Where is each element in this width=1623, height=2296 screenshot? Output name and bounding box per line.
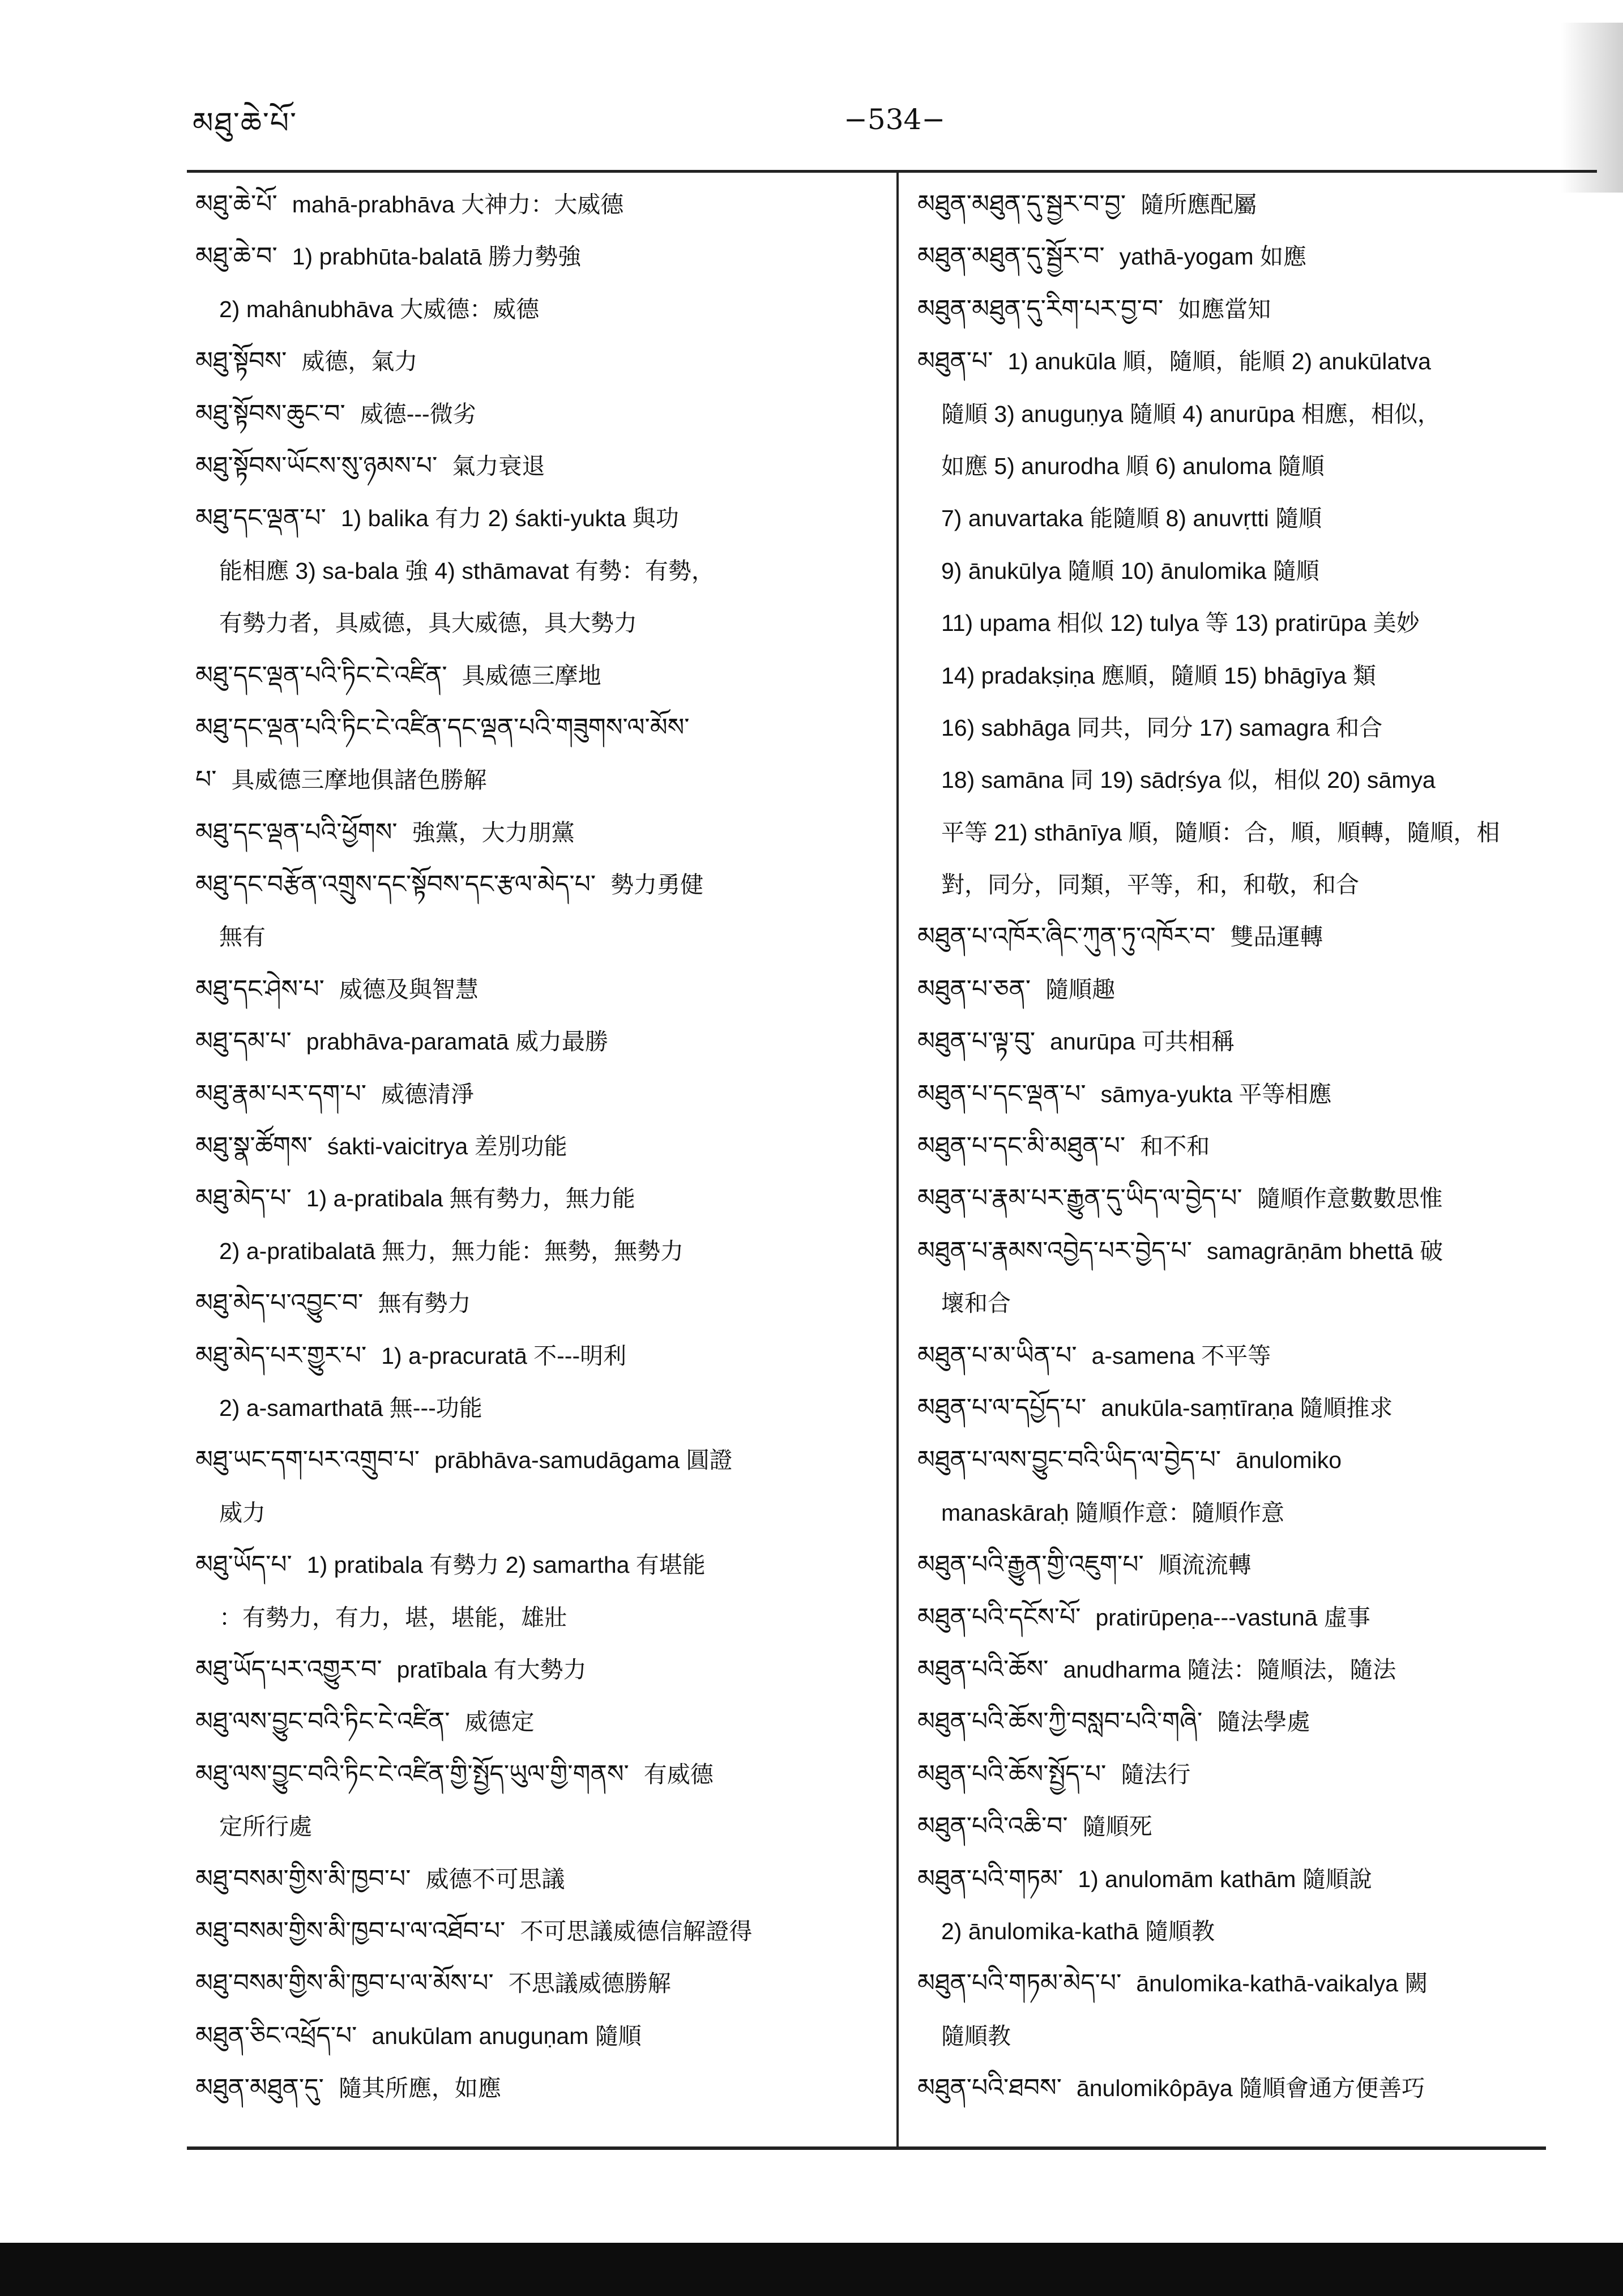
gloss-text: a-samena 不平等	[1091, 1342, 1271, 1369]
gloss-text: 1) a-pratibala 無有勢力，無力能	[306, 1185, 635, 1212]
gloss-text: 無有	[219, 924, 266, 950]
tibetan-headword: མཐུན་པའི་རྒྱུན་གྱི་འཇུག་པ་	[917, 1550, 1144, 1580]
tibetan-headword: མཐུ་ཡོད་པར་འགྱུར་བ་	[195, 1654, 382, 1684]
gloss-text: 1) balika 有力 2) śakti-yukta 與功	[340, 505, 679, 532]
gloss-text: anukūlam anuguṇam 隨順	[371, 2022, 642, 2049]
entry-line	[195, 1172, 875, 1224]
entry-line	[917, 911, 1597, 963]
gloss-text: 2) a-pratibalatā 無力，無力能：無勢，無勢力	[219, 1237, 684, 1264]
gloss-text: 定所行處	[219, 1813, 312, 1840]
gloss-text: 對，同分，同類，平等，和，和敬，和合	[941, 872, 1359, 898]
gloss-text: 11) upama 相似 12) tulya 等 13) pratirūpa 美妙	[941, 610, 1420, 637]
continuation-line	[195, 1487, 875, 1539]
continuation-line	[917, 1277, 1597, 1329]
entry-line	[917, 1853, 1597, 1905]
tibetan-headword: མཐུན་པ་འཁོར་ཞིང་ཀུན་ཏུ་འཁོར་བ་	[917, 922, 1216, 951]
entry-line	[195, 806, 875, 859]
gloss-text: pratībala 有大勢力	[396, 1656, 587, 1683]
tibetan-headword: མཐུན་པ་དང་ལྡན་པ་	[917, 1079, 1086, 1108]
entry-line	[195, 492, 875, 544]
right-column	[917, 178, 1597, 2114]
tibetan-headword: མཐུན་པའི་ཆོས་ཀྱི་བསླབ་པའི་གཞི་	[917, 1707, 1203, 1736]
tibetan-headword: མཐུན་མཐུན་དུ་སྦྱར་བ་བྱ་	[917, 190, 1126, 219]
continuation-line	[917, 754, 1597, 806]
gloss-text: 平等 21) sthānīya 順，隨順：合，順，順轉，隨順，相	[941, 819, 1500, 846]
entry-line	[917, 1330, 1597, 1382]
entry-line	[917, 1015, 1597, 1068]
continuation-line	[917, 597, 1597, 649]
tibetan-headword: མཐུན་པ་དང་མི་མཐུན་པ་	[917, 1132, 1126, 1161]
gloss-text: 隨順死	[1082, 1813, 1152, 1840]
entry-line	[195, 1905, 875, 1957]
tibetan-headword: མཐུ་བསམ་གྱིས་མི་ཁྱབ་པ་	[195, 1864, 411, 1893]
entry-line	[195, 1539, 875, 1591]
gloss-text: yathā-yogam 如應	[1119, 244, 1307, 270]
tibetan-headword: མཐུན་པའི་དངོས་པོ་	[917, 1602, 1081, 1632]
entry-line	[195, 1957, 875, 2009]
gloss-text: anudharma 隨法：隨順法，隨法	[1063, 1656, 1396, 1683]
column-divider	[896, 171, 899, 2146]
entry-line	[195, 231, 875, 283]
entry-line	[195, 2010, 875, 2062]
scan-footer-band	[0, 2243, 1623, 2296]
continuation-line	[195, 1591, 875, 1644]
gloss-text: ānulomika-kathā-vaikalya 闕	[1136, 1970, 1428, 1997]
tibetan-headword: མཐུ་དང་ལྡན་པའི་ཕྱོགས་	[195, 817, 398, 847]
entry-line	[917, 1068, 1597, 1120]
tibetan-headword: མཐུན་མཐུན་དུ་རིག་པར་བྱ་བ་	[917, 294, 1164, 323]
gloss-text: 威德不可思議	[425, 1866, 565, 1892]
gloss-text: 威德清淨	[381, 1081, 474, 1107]
tibetan-headword: མཐུ་བསམ་གྱིས་མི་ཁྱབ་པ་ལ་འཐོབ་པ་	[195, 1916, 506, 1945]
gloss-text: 隨順作意數數思惟	[1257, 1185, 1443, 1212]
tibetan-headword: མཐུན་པའི་ཆོས་	[917, 1654, 1049, 1684]
gloss-text: 具威德三摩地俱諸色勝解	[231, 767, 487, 793]
gloss-text: prābhāva-samudāgama 圓證	[434, 1447, 733, 1474]
tibetan-headword: མཐུན་མཐུན་དུ་སྦྱོར་བ་	[917, 242, 1105, 271]
tibetan-headword: མཐུ་དང་ལྡན་པ་	[195, 503, 326, 533]
tibetan-headword: མཐུ་སྟོབས་ཆུང་བ་	[195, 399, 345, 428]
gloss-text: 18) samāna 同 19) sādṛśya 似，相似 20) sāmya	[941, 767, 1436, 793]
gloss-text: 隨法行	[1121, 1761, 1191, 1787]
entry-line	[917, 178, 1597, 231]
gloss-text: sāmya-yukta 平等相應	[1100, 1081, 1332, 1107]
gloss-text: 隨所應配屬	[1141, 191, 1257, 217]
gloss-text: 壞和合	[941, 1290, 1011, 1317]
tibetan-headword: མཐུ་དང་བརྩོན་འགྲུས་དང་སྟོབས་དང་རྩལ་མེད་པ་	[195, 870, 596, 899]
gloss-text: 1) prabhūta-balatā 勝力勢強	[292, 244, 582, 270]
gloss-text: 威德---微劣	[360, 400, 476, 427]
left-column	[195, 178, 875, 2114]
gloss-text: anukūla-saṃtīraṇa 隨順推求	[1101, 1394, 1393, 1421]
gloss-text: 隨順趣	[1045, 976, 1116, 1002]
entry-line	[195, 1644, 875, 1696]
continuation-line	[917, 492, 1597, 544]
continuation-line	[195, 545, 875, 597]
entry-line	[195, 963, 875, 1015]
tibetan-headword: མཐུ་མེད་པར་གྱུར་པ་	[195, 1341, 367, 1370]
tibetan-headword: མཐུན་པ་ཅན་	[917, 974, 1031, 1004]
entry-line	[195, 859, 875, 911]
page-number: −534−	[844, 103, 946, 136]
gloss-text: 不可思議威德信解證得	[520, 1918, 753, 1944]
gloss-text: 如應當知	[1178, 296, 1271, 322]
entry-line	[917, 1172, 1597, 1224]
gloss-text: ānulomikôpāya 隨順會通方便善巧	[1076, 2075, 1425, 2102]
tibetan-headword: མཐུ་རྣམ་པར་དག་པ་	[195, 1079, 366, 1108]
gloss-text: ：有勢力，有力，堪，堪能，雄壯	[219, 1604, 567, 1631]
gloss-text: 氣力衰退	[452, 453, 545, 479]
gloss-text: 2) a-samarthatā 無---功能	[219, 1394, 482, 1421]
gloss-text: 有威德	[643, 1761, 714, 1787]
continuation-line	[917, 859, 1597, 911]
entry-line	[195, 1068, 875, 1120]
tibetan-headword: མཐུ་སྟོབས་	[195, 347, 287, 376]
continuation-line	[917, 806, 1597, 859]
continuation-line	[917, 702, 1597, 754]
continuation-line	[917, 650, 1597, 702]
continuation-line	[917, 388, 1597, 440]
gloss-text: 勢力勇健	[610, 872, 704, 898]
gloss-text: 1) a-pracuratā 不---明利	[381, 1342, 627, 1369]
entry-line	[917, 1696, 1597, 1748]
entry-line	[917, 231, 1597, 283]
entry-line	[195, 1434, 875, 1486]
continuation-line	[917, 1487, 1597, 1539]
entry-line	[195, 754, 875, 806]
entry-line	[917, 1539, 1597, 1591]
entry-line	[195, 1120, 875, 1172]
gloss-text: 隨其所應，如應	[338, 2075, 501, 2102]
entry-line	[195, 440, 875, 492]
entry-line	[917, 1644, 1597, 1696]
entry-line	[917, 2062, 1597, 2114]
entry-line	[917, 335, 1597, 387]
entry-line	[195, 1748, 875, 1800]
continuation-line	[195, 1800, 875, 1853]
tibetan-headword: མཐུ་ལས་བྱུང་བའི་ཏིང་ངེ་འཛིན་གྱི་སྤྱོད་ཡུལ་གྱི་གནས་	[195, 1759, 629, 1789]
gloss-text: śakti-vaicitrya 差別功能	[327, 1133, 567, 1160]
gloss-text: prabhāva-paramatā 威力最勝	[306, 1028, 608, 1055]
bottom-rule	[187, 2146, 1546, 2150]
gloss-text: 如應 5) anurodha 順 6) anuloma 隨順	[941, 453, 1325, 479]
gloss-text: 2) mahânubhāva 大威德：威德	[219, 296, 540, 322]
gloss-text: 和不和	[1140, 1133, 1210, 1160]
entry-line	[195, 1853, 875, 1905]
entry-line	[195, 650, 875, 702]
tibetan-headword: མཐུན་ཅིང་འཕྲོད་པ་	[195, 2021, 357, 2050]
gloss-text: mahā-prabhāva 大神力：大威德	[292, 191, 624, 217]
tibetan-headword: མཐུ་ཡང་དག་པར་འགྲུབ་པ་	[195, 1445, 420, 1475]
continuation-line	[917, 545, 1597, 597]
entry-line	[195, 178, 875, 231]
tibetan-headword: མཐུ་དང་ལྡན་པའི་ཏིང་ངེ་འཛིན་	[195, 660, 447, 690]
tibetan-headword: མཐུན་པ་རྣམས་འབྱེད་པར་བྱེད་པ་	[917, 1236, 1193, 1265]
entry-line	[917, 1120, 1597, 1172]
entry-line	[195, 1015, 875, 1068]
tibetan-headword: མཐུན་པའི་ཐབས་	[917, 2073, 1062, 2103]
gloss-text: 威德定	[464, 1709, 535, 1735]
gloss-text: 1) anukūla 順，隨順，能順 2) anukūlatva	[1007, 348, 1431, 375]
tibetan-headword: མཐུན་པའི་འཆི་བ་	[917, 1812, 1068, 1841]
entry-line	[195, 1696, 875, 1748]
tibetan-headword: མཐུ་ཆེ་པོ་	[195, 190, 277, 219]
gloss-text: 14) pradakṣiṇa 應順，隨順 15) bhāgīya 類	[941, 662, 1376, 689]
entry-line	[917, 1957, 1597, 2009]
continuation-line	[195, 911, 875, 963]
gloss-text: 無有勢力	[378, 1290, 471, 1317]
gloss-text: 不思議威德勝解	[508, 1970, 671, 1997]
gloss-text: ānulomiko	[1236, 1447, 1342, 1474]
tibetan-headword: མཐུན་པ་རྣམ་པར་རྒྱུན་དུ་ཡིད་ལ་བྱེད་པ་	[917, 1184, 1242, 1213]
tibetan-headword: མཐུན་མཐུན་དུ་	[195, 2073, 324, 2103]
tibetan-headword: མཐུན་པའི་གཏམ་	[917, 1864, 1064, 1893]
tibetan-headword: མཐུ་སྟོབས་ཡོངས་སུ་ཉམས་པ་	[195, 451, 438, 480]
tibetan-headword: མཐུ་མེད་པ་	[195, 1184, 292, 1213]
gloss-text: 雙品運轉	[1230, 924, 1323, 950]
entry-line	[195, 388, 875, 440]
gloss-text: 7) anuvartaka 能隨順 8) anuvṛtti 隨順	[941, 505, 1322, 532]
entry-line	[917, 283, 1597, 335]
continuation-line	[195, 283, 875, 335]
continuation-line	[917, 1905, 1597, 1957]
tibetan-headword: མཐུ་བསམ་གྱིས་མི་ཁྱབ་པ་ལ་མོས་པ་	[195, 1969, 494, 1998]
gloss-text: 威德及與智慧	[339, 976, 479, 1002]
gloss-text: 隨順 3) anuguṇya 隨順 4) anurūpa 相應，相似，	[941, 400, 1441, 427]
tibetan-headword: མཐུ་ཆེ་བ་	[195, 242, 277, 271]
scan-edge-shadow	[1561, 23, 1623, 193]
tibetan-headword: མཐུ་ལས་བྱུང་བའི་ཏིང་ངེ་འཛིན་	[195, 1707, 450, 1736]
gloss-text: 具威德三摩地	[462, 662, 601, 689]
entry-line	[917, 1800, 1597, 1853]
entry-line	[195, 2062, 875, 2114]
gloss-text: 有勢力者，具威德，具大威德，具大勢力	[219, 610, 637, 637]
gloss-text: 隨法學處	[1217, 1709, 1310, 1735]
tibetan-headword: མཐུན་པ་ལྟ་བུ་	[917, 1027, 1036, 1056]
tibetan-headword: མཐུ་དམ་པ་	[195, 1027, 292, 1056]
entry-line	[917, 1434, 1597, 1486]
gloss-text: 強黨，大力朋黨	[412, 819, 575, 846]
gloss-text: 1) anulomām kathām 隨順說	[1078, 1866, 1372, 1892]
tibetan-headword: མཐུན་པ་	[917, 347, 993, 376]
tibetan-headword: མཐུ་ཡོད་པ་	[195, 1550, 292, 1580]
tibetan-headword: མཐུ་མེད་པ་འབྱུང་བ་	[195, 1288, 364, 1318]
continuation-line	[195, 597, 875, 649]
entry-line	[195, 335, 875, 387]
gloss-text: 2) ānulomika-kathā 隨順教	[941, 1918, 1215, 1944]
continuation-line	[195, 1225, 875, 1277]
tibetan-headword: མཐུན་པ་ལས་བྱུང་བའི་ཡིད་ལ་བྱེད་པ་	[917, 1445, 1221, 1475]
entry-line	[195, 1277, 875, 1329]
gloss-text: anurūpa 可共相稱	[1050, 1028, 1235, 1055]
gloss-text: pratirūpeṇa---vastunā 虛事	[1095, 1604, 1370, 1631]
gloss-text: manaskāraḥ 隨順作意：隨順作意	[941, 1499, 1285, 1526]
tibetan-headword: མཐུན་པ་ལ་དཔྱོད་པ་	[917, 1393, 1087, 1422]
gloss-text: 能相應 3) sa-bala 強 4) sthāmavat 有勢：有勢，	[219, 557, 715, 584]
gloss-text: 順流流轉	[1158, 1552, 1252, 1578]
tibetan-headword: མཐུ་དང་ལྡན་པའི་ཏིང་ངེ་འཛིན་དང་ལྡན་པའི་གཟུགས་ལ་མོས་	[195, 712, 690, 742]
top-rule	[187, 170, 1597, 173]
gloss-text: 16) sabhāga 同共，同分 17) samagra 和合	[941, 714, 1383, 741]
tibetan-headword: མཐུན་པའི་ཆོས་སྤྱོད་པ་	[917, 1759, 1107, 1789]
gloss-text: 9) ānukūlya 隨順 10) ānulomika 隨順	[941, 557, 1319, 584]
continuation-line	[917, 2010, 1597, 2062]
running-head: མཐུ་ཆེ་པོ་	[193, 106, 298, 140]
tibetan-headword: མཐུ་དང་ཤེས་པ་	[195, 974, 324, 1004]
tibetan-headword: པ་	[195, 765, 217, 795]
entry-line	[917, 963, 1597, 1015]
tibetan-headword: མཐུན་པ་མ་ཡིན་པ་	[917, 1341, 1077, 1370]
gloss-text: 威德，氣力	[301, 348, 418, 375]
entry-line	[195, 1330, 875, 1382]
gloss-text: 隨順教	[941, 2022, 1011, 2049]
continuation-line	[917, 440, 1597, 492]
entry-line	[917, 1591, 1597, 1644]
tibetan-headword: མཐུ་སྣ་ཚོགས་	[195, 1132, 313, 1161]
entry-line	[917, 1225, 1597, 1277]
gloss-text: 1) pratibala 有勢力 2) samartha 有堪能	[306, 1552, 706, 1578]
entry-line	[195, 702, 875, 754]
continuation-line	[195, 1382, 875, 1434]
entry-line	[917, 1748, 1597, 1800]
entry-line	[917, 1382, 1597, 1434]
tibetan-headword: མཐུན་པའི་གཏམ་མེད་པ་	[917, 1969, 1122, 1998]
gloss-text: 威力	[219, 1499, 266, 1526]
gloss-text: samagrāṇām bhettā 破	[1207, 1237, 1443, 1264]
